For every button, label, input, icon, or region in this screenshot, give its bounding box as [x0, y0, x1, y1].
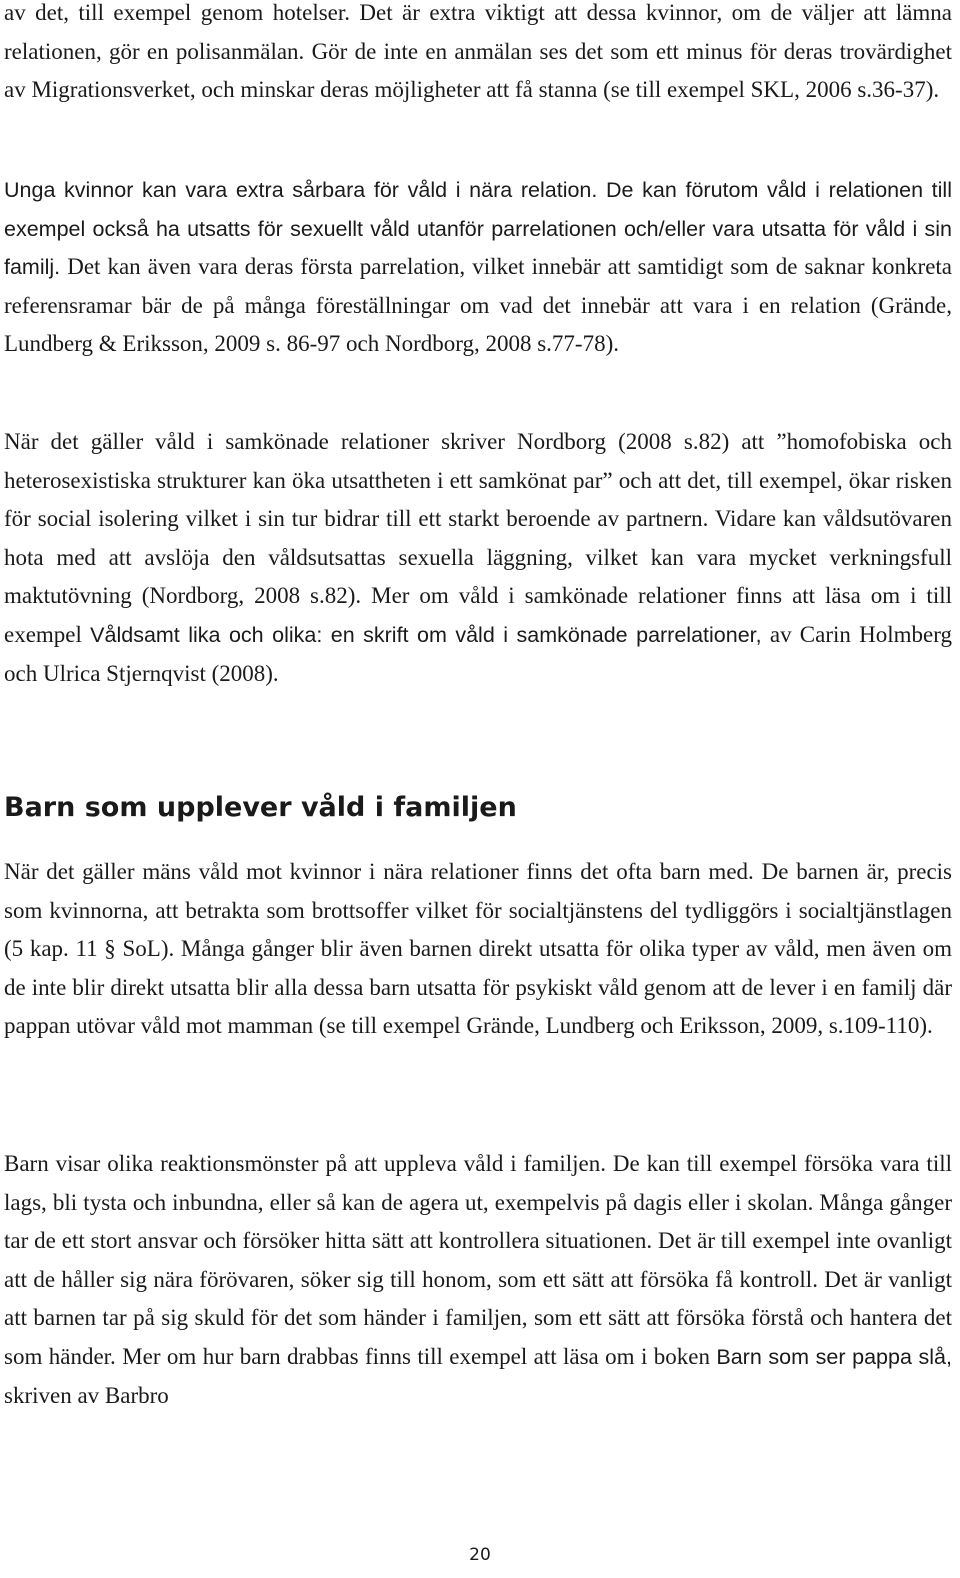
paragraph-sans-segment: Unga kvinnor kan vara extra sårbara för våld i nära relation. De kan förutom våld i relationen till exempel också ha utsatts för sexuellt våld utanför parrelationen och/eller vara utsatta för våld i sin familj. — [4, 178, 952, 280]
paragraph-migration — [4, 0, 952, 110]
paragraph-line: möjligheter att få stanna (se till exempel SKL, 2006 s.36-37). — [374, 77, 940, 103]
paragraph-children-reactions — [4, 1145, 952, 1415]
paragraph-same-sex-relations — [4, 423, 952, 693]
section-heading: Barn som upplever våld i familjen — [4, 792, 517, 823]
paragraph-serif-segment: av Carin Holmberg och Ulrica Stjernqvist (2008). — [4, 621, 952, 686]
paragraph-young-women — [4, 171, 952, 364]
paragraph-children-victims: När det gäller mäns våld mot kvinnor i nära relationer finns det ofta barn med. De barnen är, precis som kvinnorna, att betrakta som brottsoffer vilket för socialtjänstens del tydliggörs i socialtjänstlagen (5 kap. 11 § SoL). Många gånger blir även barnen direkt utsatta för olika typer av våld, men även om de inte blir direkt utsatta blir alla dessa barn utsatta för psykiskt våld genom att de lever i en familj där pappan utövar våld mot mamman (se till exempel Grände, Lundberg och Eriksson, 2009, s.109-110). — [4, 859, 952, 1039]
book-title-reference: Barn som ser pappa slå, — [716, 1344, 952, 1369]
page-number: 20 — [469, 1545, 491, 1565]
paragraph-line: som ett minus för deras trovärdighet av Migrationsverket, och minskar deras — [4, 38, 953, 103]
paragraph-serif-segment: När det gäller våld i samkönade relationer skriver Nordborg (2008 s.82) att ”homofobiska och heterosexistiska strukturer kan öka utsattheten i ett samkönat par” och att det, till exempel, ökar risken för social isolering vilket i sin tur bidrar till ett starkt beroende av partnern. Vidare kan våldsutövaren hota med att avslöja den våldsutsattas sexuella läggning, vilket kan vara mycket verkningsfull maktutövning (Nordborg, 2008 s.82). Mer om våld i samkönade relationer finns att läsa om i till exempel — [4, 429, 952, 647]
paragraph-serif-segment: skriven av Barbro — [4, 1382, 169, 1408]
book-title-reference: Våldsamt lika och olika: en skrift om våld i samkönade parrelationer, — [90, 622, 762, 647]
paragraph-line: av det, till exempel genom hotelser. Det är extra viktigt att dessa kvinnor, om de — [4, 0, 793, 25]
paragraph-line: väljer att lämna relationen, gör en polisanmälan. Gör de inte en anmälan ses det — [4, 0, 952, 64]
paragraph-serif-segment: Det kan även vara deras första parrelation, vilket innebär att samtidigt som de saknar konkreta referensramar bär de på många föreställningar om vad det innebär att vara i en relation (Grände, Lundberg & Eriksson, 2009 s. 86-97 och Nordborg, 2008 s.77-78). — [4, 254, 953, 357]
paragraph-serif-segment: Barn visar olika reaktionsmönster på att uppleva våld i familjen. De kan till exempel försöka vara till lags, bli tysta och inbundna, eller så kan de agera ut, exempelvis på dagis eller i skolan. Många gånger tar de ett stort ansvar och försöker hitta sätt att kontrollera situationen. Det är till exempel inte ovanligt att de håller sig nära förövaren, söker sig till honom, som ett sätt att försöka få kontroll. Det är vanligt att barnen tar på sig skuld för det som händer i familjen, som ett sätt att försöka förstå och hantera det som händer. Mer om hur barn drabbas finns till exempel att läsa om i boken — [4, 1151, 952, 1369]
